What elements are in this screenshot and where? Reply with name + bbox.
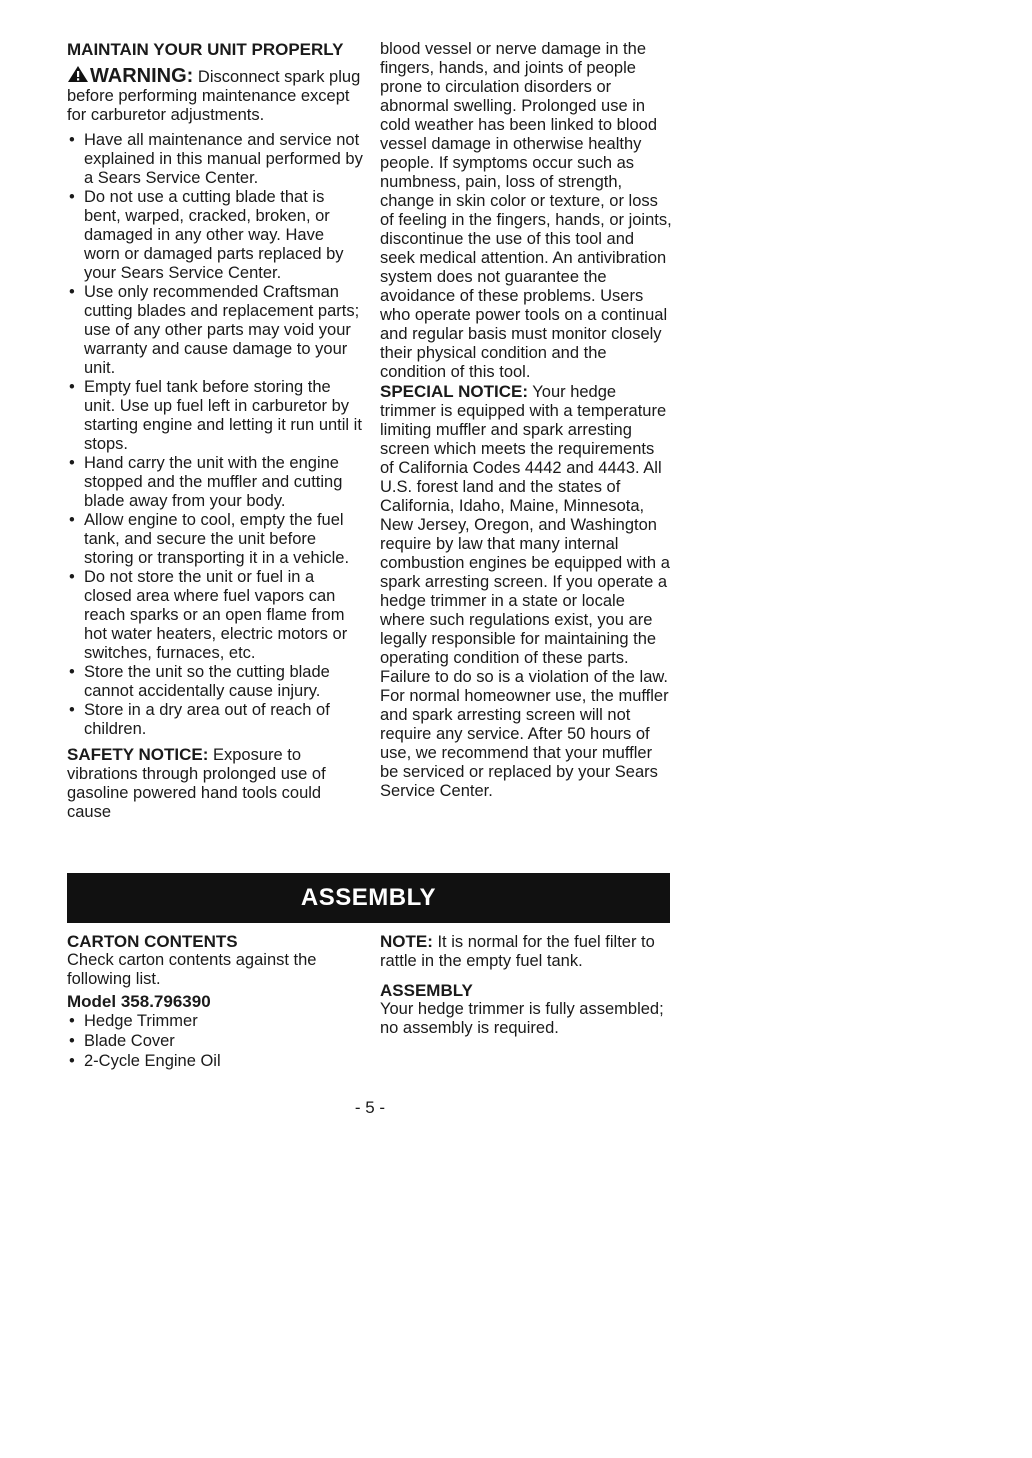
safety-notice-label: SAFETY NOTICE: — [67, 745, 209, 764]
list-item: • Do not store the unit or fuel in a closed area where fuel vapors can reach sparks or an open flame from hot water heaters, electric motors or switches, furnaces, etc. — [67, 568, 363, 663]
carton-contents-heading: CARTON CONTENTS — [67, 932, 238, 951]
list-item: • Use only recommended Craftsman cutting blades and replacement parts; use of any other parts may void your warranty and cause damage to your unit. — [67, 283, 363, 378]
safety-notice-continued: blood vessel or nerve damage in the fingers, hands, and joints of people prone to circulation disorders or abnormal swelling. Prolonged use in cold weather has been linked to blood vessel damage in otherwise healthy people. If symptoms occur such as numbness, pain, loss of strength, change in skin color or texture, or loss of feeling in the fingers, hands, or joints, discontinue the use of this tool and seek medical attention. An antivibration system does not guarantee the avoidance of these problems. Users who operate power tools on a continual and regular basis must monitor closely their physical condition and the condition of this tool. — [380, 40, 672, 381]
left-column — [67, 40, 363, 822]
list-item: • 2-Cycle Engine Oil — [67, 1051, 363, 1071]
model-number: Model 358.796390 — [67, 992, 211, 1011]
carton-contents-section — [67, 932, 363, 1071]
maintain-heading: MAINTAIN YOUR UNIT PROPERLY — [67, 40, 344, 59]
list-item: • Have all maintenance and service not explained in this manual performed by a Sears Service Center. — [67, 131, 363, 188]
safety-notice-text: Exposure to vibrations through prolonged use of gasoline powered hand tools could cause — [67, 746, 326, 821]
note-assembly-section — [380, 932, 672, 1038]
list-item: • Empty fuel tank before storing the unit. Use up fuel left in carburetor by starting engine and letting it run until it stops. — [67, 378, 363, 454]
list-item: • Do not use a cutting blade that is bent, warped, cracked, broken, or damaged in any other way. Have worn or damaged parts replaced by your Sears Service Center. — [67, 188, 363, 283]
list-item: • Blade Cover — [67, 1031, 363, 1051]
warning-label: WARNING: — [90, 65, 194, 87]
warning-paragraph — [67, 65, 363, 125]
note-text: It is normal for the fuel filter to rattle in the empty fuel tank. — [380, 933, 655, 970]
list-item: • Hedge Trimmer — [67, 1011, 363, 1031]
assembly-heading: ASSEMBLY — [380, 981, 473, 1000]
assembly-text: Your hedge trimmer is fully assembled; no assembly is required. — [380, 1000, 664, 1037]
special-notice — [380, 382, 672, 801]
warning-triangle-icon — [67, 65, 89, 83]
special-notice-label: SPECIAL NOTICE: — [380, 382, 528, 401]
note-label: NOTE: — [380, 932, 433, 951]
warning-text: Disconnect spark plug before performing maintenance except for carburetor adjustments. — [67, 68, 361, 124]
special-notice-text: Your hedge trimmer is equipped with a temperature limiting muffler and spark arresting screen which meets the requirements of California Codes 4442 and 4443. All U.S. forest land and the states of California, Idaho, Maine, Minnesota, New Jersey, Oregon, and Washington require by law that many internal combustion engines be equipped with a spark arresting screen. If you operate a hedge trimmer in a state or locale where such regulations exist, you are legally responsible for maintaining the operating condition of these parts. Failure to do so is a violation of the law. For normal homeowner use, the muffler and spark arresting screen will not require any service. After 50 hours of use, we recommend that your muffler be serviced or replaced by your Sears Service Center. — [380, 383, 670, 800]
list-item: • Hand carry the unit with the engine stopped and the muffler and cutting blade away from your body. — [67, 454, 363, 511]
assembly-banner: ASSEMBLY — [67, 873, 670, 923]
list-item: • Store in a dry area out of reach of children. — [67, 701, 363, 739]
page-number: - 5 - — [354, 1098, 386, 1117]
list-item: • Store the unit so the cutting blade cannot accidentally cause injury. — [67, 663, 363, 701]
carton-items-list — [67, 1011, 363, 1071]
note-paragraph — [380, 932, 672, 971]
list-item: • Allow engine to cool, empty the fuel tank, and secure the unit before storing or transporting it in a vehicle. — [67, 511, 363, 568]
safety-notice — [67, 745, 363, 822]
right-column — [380, 40, 672, 801]
carton-contents-text: Check carton contents against the following list. — [67, 951, 317, 988]
maintenance-list — [67, 131, 363, 739]
